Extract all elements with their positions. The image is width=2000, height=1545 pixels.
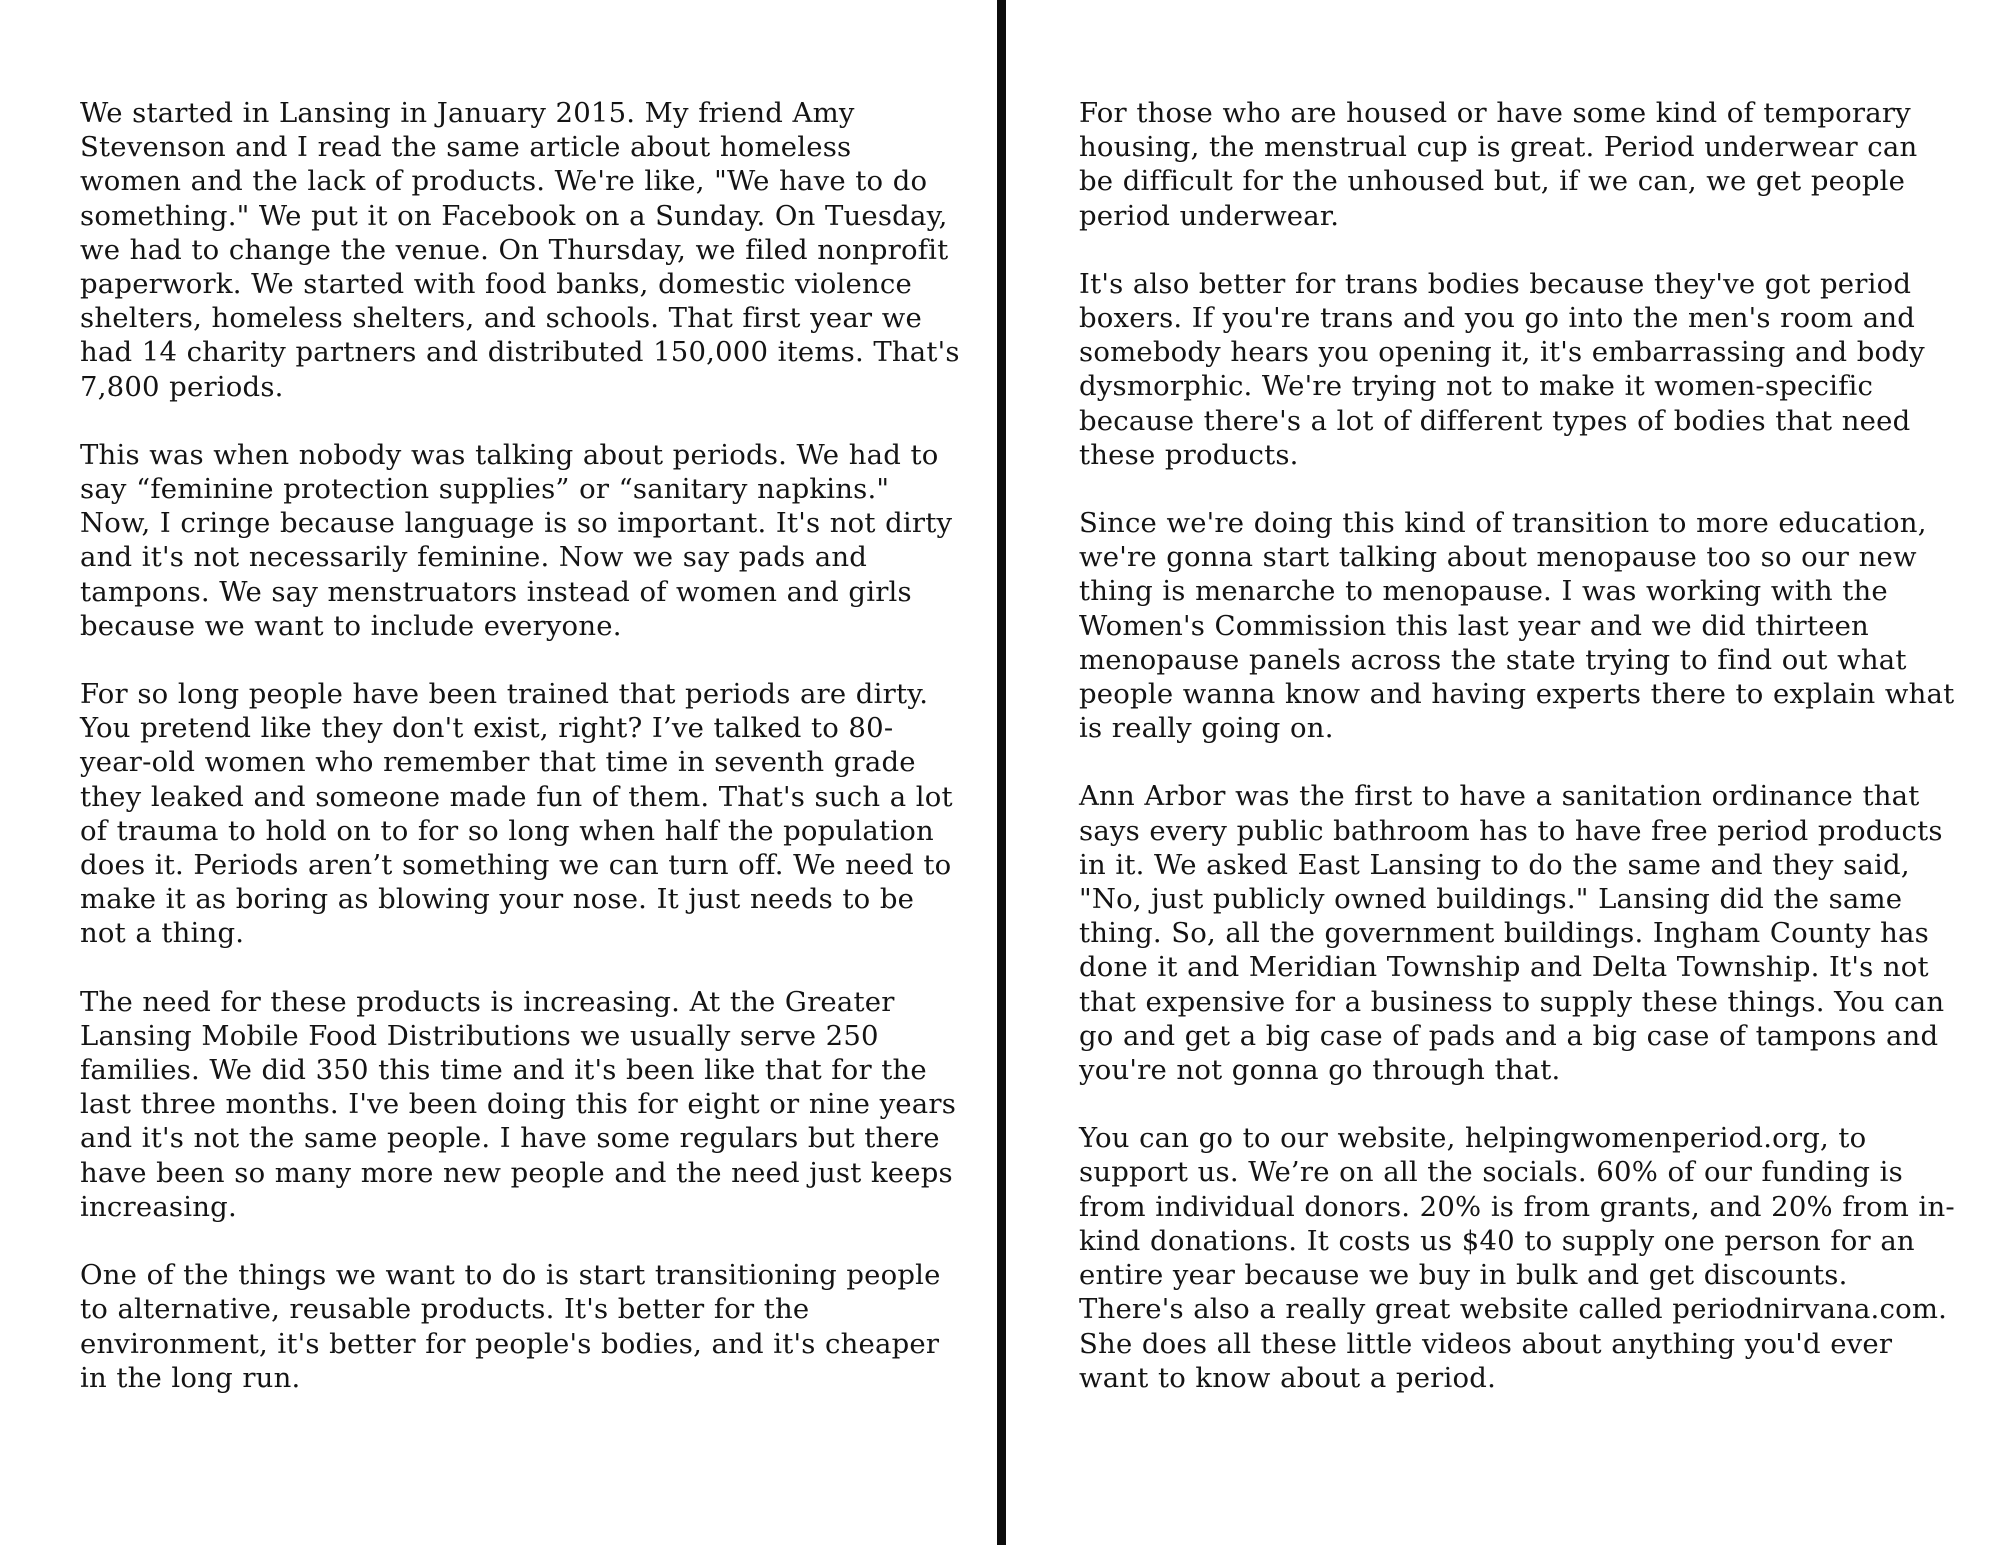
paragraph: The need for these products is increasing. At the Greater Lansing Mobile Food Distributions we usually serve 250 families. We did 350 this time and it's been like that for the last three months. I've been doing this for eight or nine years and it's not the same people. I have some regulars but there have been so many more new people and the need just keeps increasing. — [80, 985, 957, 1223]
paragraph: For those who are housed or have some kind of temporary housing, the menstrual cup is great. Period underwear can be difficult for the unhoused but, if we can, we get people period underwear. — [1079, 97, 1918, 232]
paragraph: Ann Arbor was the first to have a sanitation ordinance that says every public bathroom has to have free period products in it. We asked East Lansing to do the same and they said, "No, just publicly owned buildings." Lansing did the same thing. So, all the government buildings. Ingham County has done it and Meridian Township and Delta Township. It's not that expensive for a business to supply these things. You can go and get a big case of pads and a big case of tampons and you're not gonna go through that. — [1079, 780, 1945, 1087]
right-column — [1079, 96, 1959, 1429]
paragraph: You can go to our website, helpingwomenperiod.org, to support us. We’re on all the socials. 60% of our funding is from individual donors. 20% is from grants, and 20% from in-kind donations. It costs us $40 to supply one person for an entire year because we buy in bulk and get discounts. There's also a really great website called periodnirvana.com. She does all these little videos about anything you'd ever want to know about a period. — [1079, 1122, 1955, 1394]
paragraph: For so long people have been trained that periods are dirty. You pretend like they don't exist, right? I’ve talked to 80-year-old women who remember that time in seventh grade they leaked and someone made fun of them. That's such a lot of trauma to hold on to for so long when half the population does it. Periods aren’t something we can turn off. We need to make it as boring as blowing your nose. It just needs to be not a thing. — [80, 678, 953, 950]
paragraph: One of the things we want to do is start transitioning people to alternative, reusable products. It's better for the environment, it's better for people's bodies, and it's cheaper in the long run. — [80, 1259, 941, 1394]
left-column — [80, 96, 960, 1429]
column-divider — [997, 0, 1006, 1545]
paragraph: It's also better for trans bodies because they've got period boxers. If you're trans and you go into the men's room and somebody hears you opening it, it's embarrassing and body dysmorphic. We're trying not to make it women-specific because there's a lot of different types of bodies that need these products. — [1079, 267, 1925, 471]
paragraph: We started in Lansing in January 2015. My friend Amy Stevenson and I read the same article about homeless women and the lack of products. We're like, "We have to do something." We put it on Facebook on a Sunday. On Tuesday, we had to change the venue. On Thursday, we filed nonprofit paperwork. We started with food banks, domestic violence shelters, homeless shelters, and schools. That first year we had 14 charity partners and distributed 150,000 items. That's 7,800 periods. — [80, 97, 960, 403]
paragraph: This was when nobody was talking about periods. We had to say “feminine protection supplies” or “sanitary napkins." Now, I cringe because language is so important. It's not dirty and it's not necessarily feminine. Now we say pads and tampons. We say menstruators instead of women and girls because we want to include everyone. — [80, 438, 953, 642]
paragraph: Since we're doing this kind of transition to more education, we're gonna start talking about menopause too so our new thing is menarche to menopause. I was working with the Women's Commission this last year and we did thirteen menopause panels across the state trying to find out what people wanna know and having experts there to explain what is really going on. — [1079, 507, 1955, 745]
